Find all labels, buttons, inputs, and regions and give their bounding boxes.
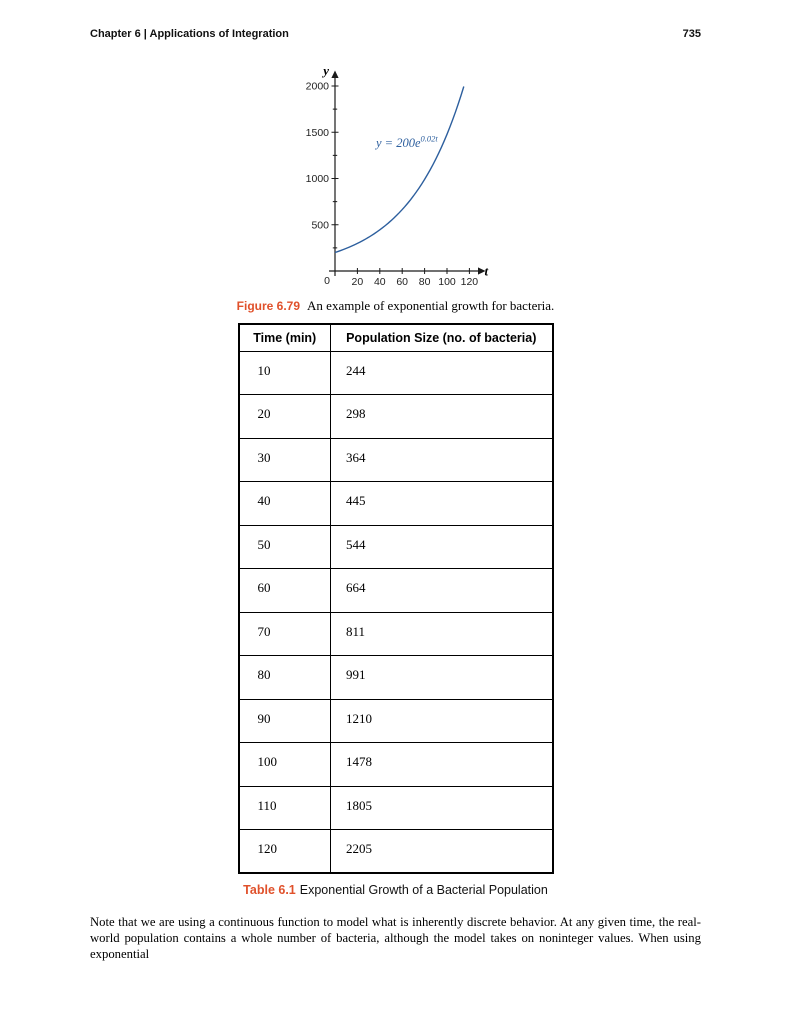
- y-tick-label: 500: [311, 219, 329, 232]
- table-header-row: [239, 324, 553, 351]
- figure-caption: [90, 298, 701, 314]
- x-tick-label: 80: [418, 276, 431, 288]
- page-header: [90, 28, 701, 40]
- table-row: [239, 482, 553, 526]
- table-row: [239, 569, 553, 613]
- population-cell: 364: [331, 438, 553, 482]
- table-row: [239, 786, 553, 830]
- population-cell: 811: [331, 612, 553, 656]
- time-cell: 50: [239, 525, 331, 569]
- population-cell: 2205: [331, 830, 553, 874]
- table-caption: [90, 883, 701, 897]
- population-cell: 1805: [331, 786, 553, 830]
- x-tick-label: 60: [396, 276, 409, 288]
- table-label: Table 6.1: [243, 883, 296, 897]
- table-caption-text: Exponential Growth of a Bacterial Population: [299, 883, 548, 897]
- exponential-growth-chart: [293, 60, 498, 292]
- population-cell: 298: [331, 395, 553, 439]
- y-axis-label: y: [323, 63, 329, 78]
- table-row: [239, 656, 553, 700]
- population-cell: 544: [331, 525, 553, 569]
- time-cell: 10: [239, 351, 331, 395]
- table-row: [239, 743, 553, 787]
- time-cell: 80: [239, 656, 331, 700]
- table-row: [239, 699, 553, 743]
- time-cell: 40: [239, 482, 331, 526]
- page-number: 735: [682, 28, 701, 40]
- curve-equation-label: $y = 200e^{0.02t}$: [376, 133, 438, 150]
- population-cell: 664: [331, 569, 553, 613]
- y-tick-label: 1500: [305, 126, 329, 139]
- time-cell: 20: [239, 395, 331, 439]
- exponential-growth-figure: [90, 60, 701, 314]
- y-tick-label: 2000: [305, 80, 329, 93]
- figure-label: Figure 6.79: [236, 299, 301, 313]
- body-paragraph: Note that we are using a continuous function to model what is inherently discrete behavior. At any given time, the real-world population contains a whole number of bacteria, although the model takes on noninteger values. When using exponential: [90, 915, 701, 962]
- table-row: [239, 525, 553, 569]
- time-cell: 30: [239, 438, 331, 482]
- time-cell: 60: [239, 569, 331, 613]
- time-cell: 70: [239, 612, 331, 656]
- y-tick-label: 1000: [305, 173, 329, 185]
- table-row: [239, 395, 553, 439]
- column-header-population: Population Size (no. of bacteria): [331, 324, 553, 351]
- x-axis-label: t: [484, 263, 489, 279]
- time-cell: 100: [239, 743, 331, 787]
- table-row: [239, 351, 553, 395]
- figure-caption-text: An example of exponential growth for bacteria.: [307, 298, 555, 313]
- population-cell: 244: [331, 351, 553, 395]
- table-row: [239, 612, 553, 656]
- x-tick-label: 120: [460, 276, 479, 288]
- population-cell: 991: [331, 656, 553, 700]
- table-row: [239, 830, 553, 874]
- running-head: Chapter 6 | Applications of Integration: [90, 28, 289, 40]
- y-axis-arrow-icon: [331, 71, 338, 79]
- origin-label: 0: [324, 275, 330, 287]
- x-tick-label: 100: [438, 276, 456, 288]
- population-table: [238, 323, 554, 874]
- x-tick-label: 40: [373, 276, 386, 288]
- table-row: [239, 438, 553, 482]
- x-tick-label: 20: [351, 276, 364, 288]
- population-cell: 1478: [331, 743, 553, 787]
- population-cell: 445: [331, 482, 553, 526]
- column-header-time: Time (min): [239, 324, 331, 351]
- growth-curve: [335, 86, 464, 252]
- population-cell: 1210: [331, 699, 553, 743]
- time-cell: 120: [239, 830, 331, 874]
- time-cell: 110: [239, 786, 331, 830]
- time-cell: 90: [239, 699, 331, 743]
